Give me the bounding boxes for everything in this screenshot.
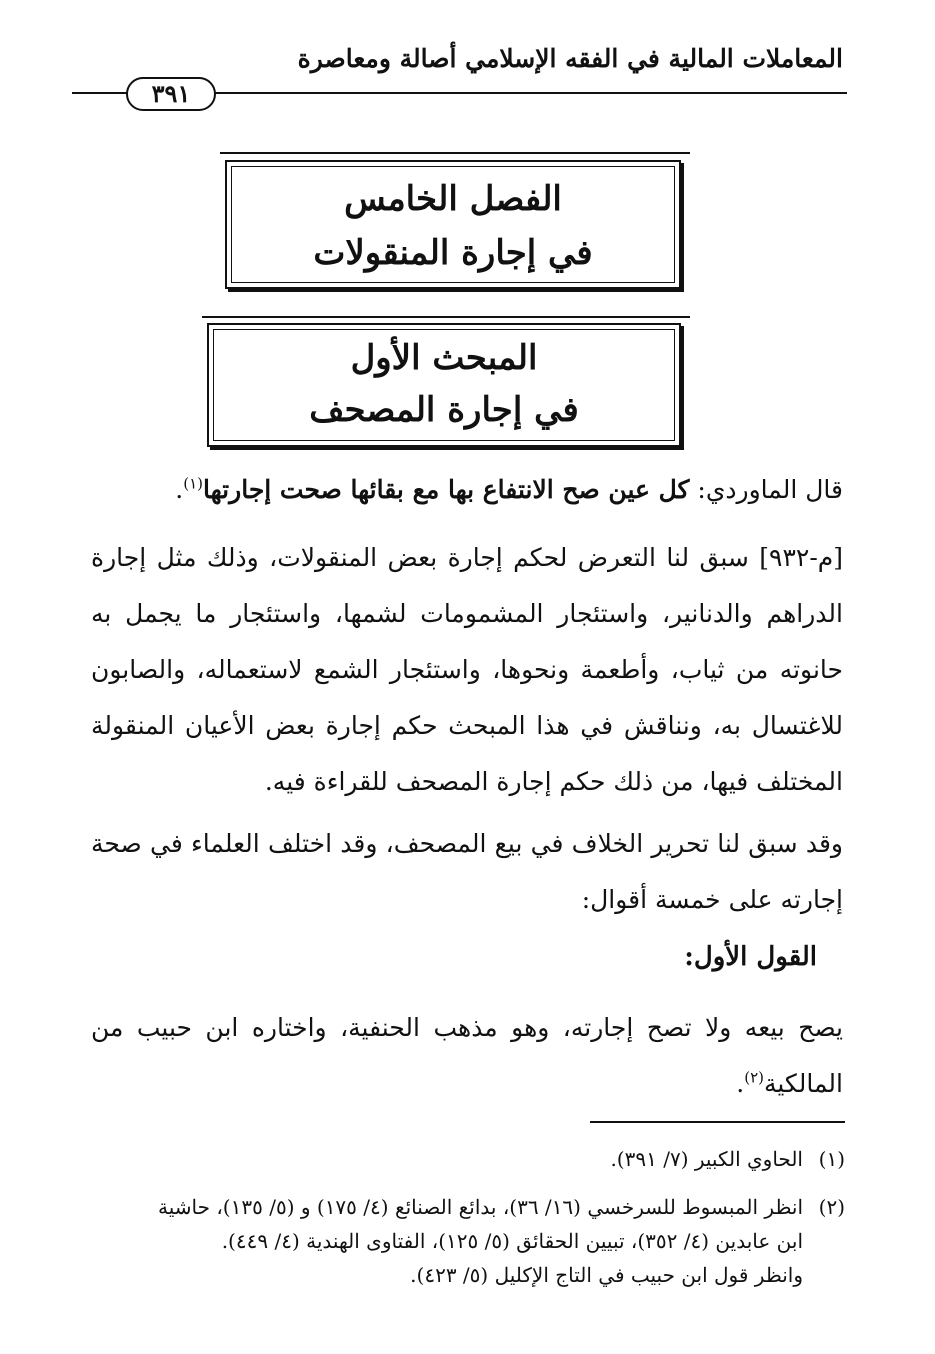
footnote-1-text: الحاوي الكبير (٧/ ٣٩١). (610, 1147, 803, 1171)
footnote-1 (85, 1142, 845, 1176)
paragraph-3-text: يصح بيعه ولا تصح إجارته، وهو مذهب الحنفية، واختاره ابن حبيب من المالكية (91, 1013, 843, 1098)
page-number: ٣٩١ (126, 77, 216, 111)
quote-end: . (175, 475, 184, 504)
footnote-2-number: (٢) (818, 1195, 845, 1219)
footnote-separator (590, 1121, 845, 1123)
section-title: المبحث الأول (350, 338, 538, 378)
section-subtitle: في إجارة المصحف (309, 390, 579, 430)
chapter-title: الفصل الخامس (344, 179, 562, 219)
footnote-ref-2[interactable]: (٢) (744, 1068, 764, 1087)
quote-paragraph (91, 462, 843, 518)
paragraph-3 (91, 1000, 843, 1112)
footnote-2-line-2: ابن عابدين (٤/ ٣٥٢)، تبيين الحقائق (٥/ ١٢٥)، الفتاوى الهندية (٤/ ٤٤٩). (221, 1229, 803, 1253)
footnote-1-line-1 (85, 1142, 845, 1176)
section-top-rule (202, 316, 690, 318)
running-title: المعاملات المالية في الفقه الإسلامي أصالة ومعاصرة (297, 44, 843, 73)
quote-intro: قال الماوردي: (689, 475, 843, 504)
paragraph-2: وقد سبق لنا تحرير الخلاف في بيع المصحف، وقد اختلف العلماء في صحة إجارته على خمسة أقوال: (91, 829, 843, 914)
chapter-title-box (225, 160, 681, 289)
footnote-2-text-1: انظر المبسوط للسرخسي (١٦/ ٣٦)، بدائع الصنائع (٤/ ١٧٥) و (٥/ ١٣٥)، حاشية (158, 1195, 803, 1219)
quote-text: كل عين صح الانتفاع بها مع بقائها صحت إجارتها (203, 475, 690, 504)
paragraph-3-end: . (736, 1069, 745, 1098)
footnote-ref-1[interactable]: (١) (183, 474, 204, 493)
footnote-2-line-1 (85, 1190, 845, 1224)
paragraph-1: [م-٩٣٢] سبق لنا التعرض لحكم إجارة بعض المنقولات، وذلك مثل إجارة الدراهم والدنانير، واستئجار المشمومات لشمها، واستئجار ما يجمل به حانوته من ثياب، وأطعمة ونحوها، واستئجار الشمع لاستعماله، والصابون للاغتسال به، ونناقش في هذا المبحث حكم إجارة بعض الأعيان المنقولة المختلف فيها، من ذلك حكم إجارة المصحف للقراءة فيه. (91, 543, 843, 796)
section-title-box (207, 323, 681, 447)
first-opinion-heading: القول الأول: (684, 942, 817, 972)
footnote-1-number: (١) (818, 1147, 845, 1171)
chapter-top-rule (220, 152, 690, 154)
footnote-2-line-3: وانظر قول ابن حبيب في التاج الإكليل (٥/ ٤٢٣). (410, 1263, 803, 1287)
chapter-subtitle: في إجارة المنقولات (313, 233, 593, 273)
footnote-2 (85, 1190, 845, 1292)
